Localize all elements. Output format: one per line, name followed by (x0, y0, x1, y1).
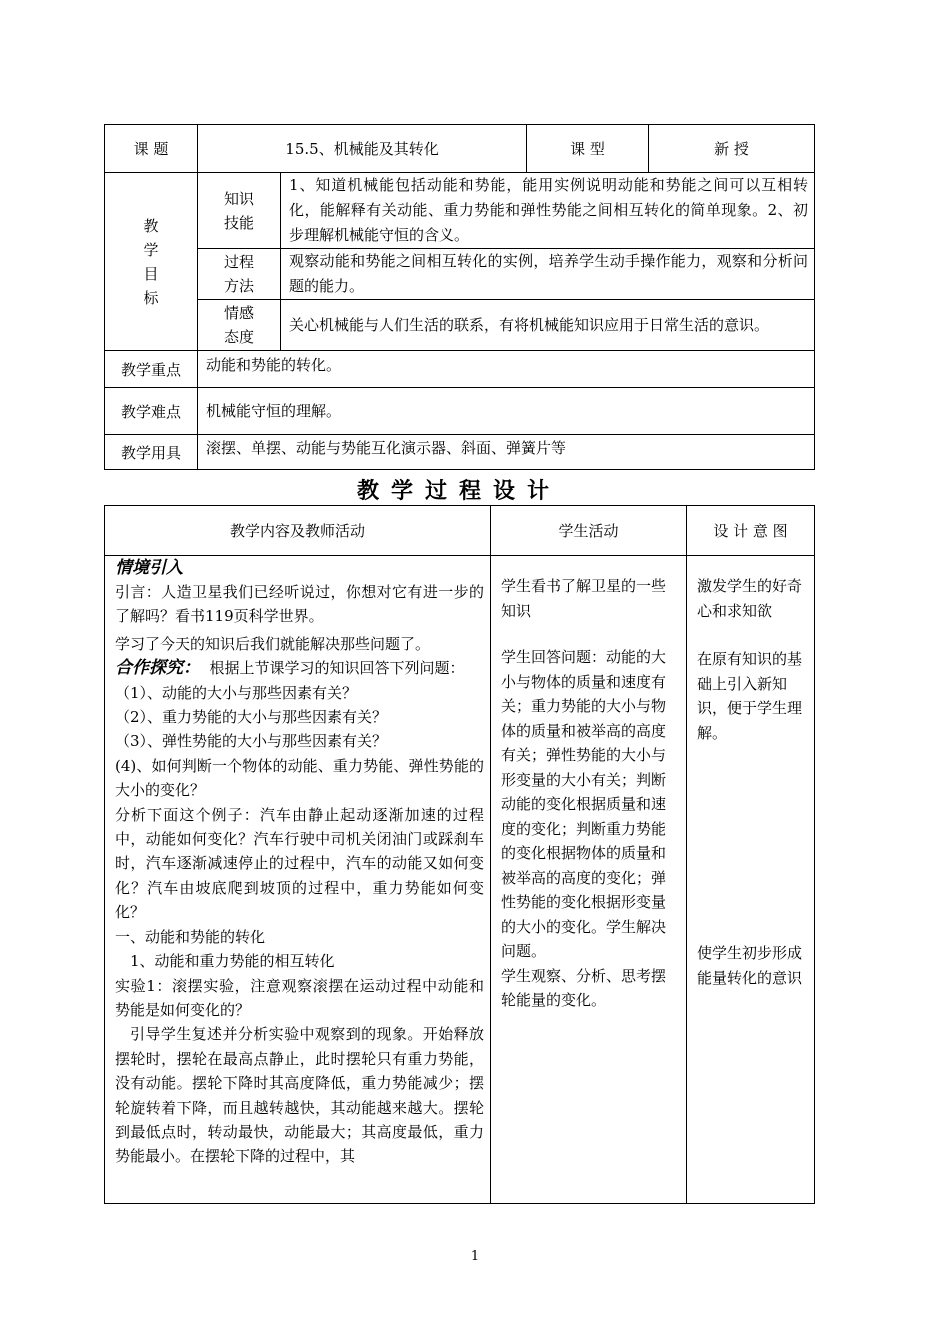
header-intent: 设 计 意 图 (687, 506, 815, 556)
process-heading: 教学过程设计 (356, 478, 561, 504)
student-activity-2: 学生回答问题：动能的大小与物体的质量和速度有关；重力势能的大小与物体的质量和被举高的高度有关；弹性势能的大小与形变量的大小有关；判断动能的变化根据质量和速度的变化；判断重力势能的变化根据物体的质量和被举高的高度的变化；弹性势能的变化根据形变量的大小的变化。学生解决问题。 (501, 648, 667, 960)
intent-1: 激发学生的好奇心和求知欲 (697, 577, 803, 620)
key-point-label: 教学重点 (105, 351, 198, 388)
design-intent-cell (687, 556, 815, 1204)
question-3: （3）、弹性势能的大小与那些因素有关？ (115, 732, 388, 751)
goal-text-attitude: 关心机械能与人们生活的联系，有将机械能知识应用于日常生活的意识。 (281, 300, 815, 351)
tools-label: 教学用具 (105, 435, 198, 470)
intent-3: 使学生初步形成能量转化的意识 (697, 944, 803, 987)
cooperation-paragraph: 合作探究： 根据上节课学习的知识回答下列问题： (115, 658, 465, 679)
intent-2: 在原有知识的基础上引入新知识，便于学生理解。 (697, 650, 803, 742)
goal-text-knowledge: 1、知道机械能包括动能和势能，能用实例说明动能和势能之间可以互相转化，能解释有关动能、重力势能和弹性势能之间相互转化的简单现象。2、初步理解机械能守恒的含义。 (281, 173, 815, 249)
question-2: （2）、重力势能的大小与那些因素有关？ (115, 708, 388, 727)
teacher-activity-cell (105, 556, 491, 1204)
key-point-value: 动能和势能的转化。 (198, 351, 815, 388)
guide-text: 引导学生复述并分析实验中观察到的现象。开始释放摆轮时，摆轮在最高点静止，此时摆轮只有重力势能，没有动能。摆轮下降时其高度降低，重力势能减少；摆轮旋转着下降，而且越转越快，其动能越来越大。摆轮到最低点时，转动最快，动能最大；其高度最低，重力势能最小。在摆轮下降的过程中，其 (115, 1025, 484, 1166)
goals-label: 教 学 目 标 (105, 173, 198, 351)
page-number: 1 (470, 1249, 480, 1264)
goal-text-process: 观察动能和势能之间相互转化的实例，培养学生动手操作能力，观察和分析问题的能力。 (281, 249, 815, 300)
goal-label-knowledge: 知识 技能 (198, 173, 281, 249)
student-activity-3: 学生观察、分析、思考摆轮能量的变化。 (501, 966, 667, 1009)
topic-label: 课 题 (105, 125, 198, 173)
process-table (104, 505, 815, 1204)
lesson-info-table (104, 124, 815, 470)
intro-text: 引言：人造卫星我们已经听说过，你想对它有进一步的了解吗？看书119页科学世界。 (115, 583, 484, 626)
goal-label-attitude: 情感 态度 (198, 300, 281, 351)
student-activity-1: 学生看书了解卫星的一些知识 (501, 577, 667, 620)
example-text: 分析下面这个例子：汽车由静止起动逐渐加速的过程中，动能如何变化？汽车行驶中司机关闭油门或踩刹车时，汽车逐渐减速停止的过程中，汽车的动能又如何变化？汽车由坡底爬到坡顶的过程中，重力势能如何变化？ (115, 805, 484, 922)
difficulty-value: 机械能守恒的理解。 (198, 388, 815, 435)
header-teacher: 教学内容及教师活动 (105, 506, 491, 556)
intro-text-2: 学习了今天的知识后我们就能解决那些问题了。 (115, 634, 431, 653)
student-activity-cell (491, 556, 687, 1204)
header-student: 学生活动 (491, 506, 687, 556)
heading-2: 1、动能和重力势能的相互转化 (130, 952, 335, 971)
question-1: （1）、动能的大小与那些因素有关？ (115, 683, 358, 702)
difficulty-label: 教学难点 (105, 388, 198, 435)
topic-value: 15.5、机械能及其转化 (198, 125, 527, 173)
tools-value: 滚摆、单摆、动能与势能互化演示器、斜面、弹簧片等 (198, 435, 815, 470)
section-title-cooperation: 合作探究： (115, 658, 200, 679)
type-label: 课 型 (527, 125, 649, 173)
experiment-1: 实验1：滚摆实验，注意观察滚摆在运动过程中动能和势能是如何变化的？ (115, 976, 484, 1019)
section-title-intro: 情境引入 (115, 558, 183, 578)
heading-1: 一、动能和势能的转化 (115, 927, 266, 946)
question-4: (4)、如何判断一个物体的动能、重力势能、弹性势能的大小的变化？ (115, 756, 484, 800)
goal-label-process: 过程 方法 (198, 249, 281, 300)
type-value: 新 授 (649, 125, 815, 173)
